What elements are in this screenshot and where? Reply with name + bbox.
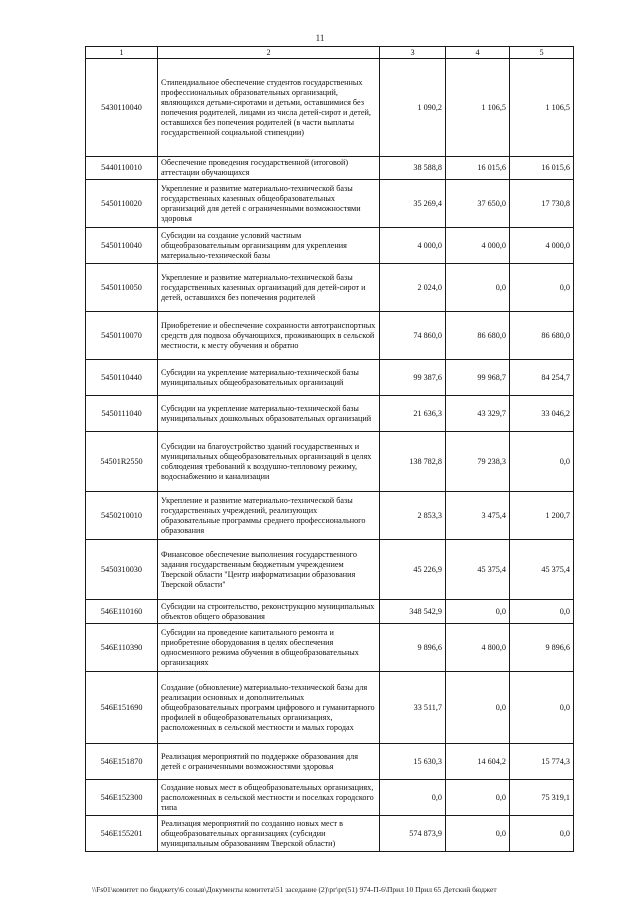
row-code: 5450110070 <box>86 312 158 360</box>
row-value-col5: 0,0 <box>510 264 574 312</box>
table-row <box>86 672 574 744</box>
column-header: 1 <box>86 47 158 59</box>
row-value-col5: 84 254,7 <box>510 360 574 396</box>
row-value-col5: 1 200,7 <box>510 492 574 540</box>
table-row <box>86 59 574 157</box>
row-value-col5: 86 680,0 <box>510 312 574 360</box>
table-body <box>86 59 574 852</box>
row-code: 5430110040 <box>86 59 158 157</box>
row-name: Субсидии на строительство, реконструкцию муниципальных объектов общего образования <box>158 600 380 624</box>
row-code: 5450110040 <box>86 228 158 264</box>
row-value-col5: 45 375,4 <box>510 540 574 600</box>
table-row <box>86 228 574 264</box>
row-value-col4: 0,0 <box>446 672 510 744</box>
row-value-col5: 0,0 <box>510 432 574 492</box>
row-name: Субсидии на благоустройство зданий государственных и муниципальных общеобразовательных организаций в целях соблюдения требований к воздушно-тепловому режиму, водоснабжению и канализации <box>158 432 380 492</box>
row-value-col3: 138 782,8 <box>380 432 446 492</box>
row-value-col3: 38 588,8 <box>380 157 446 180</box>
table-row <box>86 624 574 672</box>
row-value-col3: 1 090,2 <box>380 59 446 157</box>
row-value-col4: 14 604,2 <box>446 744 510 780</box>
row-value-col3: 33 511,7 <box>380 672 446 744</box>
row-value-col5: 4 000,0 <box>510 228 574 264</box>
page-number: 11 <box>315 33 325 43</box>
row-code: 546E151690 <box>86 672 158 744</box>
table-row <box>86 312 574 360</box>
row-name: Укрепление и развитие материально-технической базы государственных казенных организаций для детей-сирот и детей, оставшихся без попечения родителей <box>158 264 380 312</box>
row-value-col5: 0,0 <box>510 816 574 852</box>
row-value-col4: 43 329,7 <box>446 396 510 432</box>
row-name: Укрепление и развитие материально-технической базы государственных учреждений, реализующих образовательные программы среднего профессионального образования <box>158 492 380 540</box>
row-code: 5440110010 <box>86 157 158 180</box>
row-name: Укрепление и развитие материально-технической базы государственных казенных общеобразовательных организаций для детей с ограниченными возможностями здоровья <box>158 180 380 228</box>
row-code: 5450110440 <box>86 360 158 396</box>
table-row <box>86 744 574 780</box>
row-name: Создание (обновление) материально-технической базы для реализации основных и дополнительных общеобразовательных программ цифрового и гуманитарного профилей в общеобразовательных организациях, расположенных в сельской местности и малых городах <box>158 672 380 744</box>
row-name: Приобретение и обеспечение сохранности автотранспортных средств для подвоза обучающихся, проживающих в сельской местности, к месту обучения и обратно <box>158 312 380 360</box>
row-value-col5: 17 730,8 <box>510 180 574 228</box>
row-code: 546E110160 <box>86 600 158 624</box>
row-value-col3: 348 542,9 <box>380 600 446 624</box>
row-code: 546E151870 <box>86 744 158 780</box>
row-value-col4: 37 650,0 <box>446 180 510 228</box>
row-value-col3: 0,0 <box>380 780 446 816</box>
row-name: Финансовое обеспечение выполнения государственного задания государственным бюджетным учреждением Тверской области "Центр информатизации образования Тверской области" <box>158 540 380 600</box>
file-path-footer: \\Fs01\комитет по бюджету\6 созыв\Документы комитета\51 заседание (2)\рг\рг(51) 974-П-6\Прил 10 Прил 65 Детский бюджет <box>92 885 497 894</box>
row-value-col5: 0,0 <box>510 672 574 744</box>
row-value-col5: 33 046,2 <box>510 396 574 432</box>
table-row <box>86 540 574 600</box>
column-header: 2 <box>158 47 380 59</box>
row-value-col4: 0,0 <box>446 264 510 312</box>
row-value-col4: 16 015,6 <box>446 157 510 180</box>
row-value-col4: 0,0 <box>446 816 510 852</box>
table-row <box>86 816 574 852</box>
table-row <box>86 432 574 492</box>
row-code: 546E110390 <box>86 624 158 672</box>
row-value-col3: 15 630,3 <box>380 744 446 780</box>
table-row <box>86 180 574 228</box>
row-code: 5450210010 <box>86 492 158 540</box>
row-code: 5450110050 <box>86 264 158 312</box>
table-header-row <box>86 47 574 59</box>
row-value-col3: 45 226,9 <box>380 540 446 600</box>
row-name: Обеспечение проведения государственной (итоговой) аттестации обучающихся <box>158 157 380 180</box>
row-value-col3: 2 024,0 <box>380 264 446 312</box>
table-row <box>86 360 574 396</box>
row-value-col4: 0,0 <box>446 780 510 816</box>
row-name: Стипендиальное обеспечение студентов государственных профессиональных образовательных организаций, являющихся детьми-сиротами и детьми, оставшимися без попечения родителей, лицами из числа детей-сирот и детей, оставшихся без попечения родителей (в части выплаты государственной социальной стипендии) <box>158 59 380 157</box>
row-code: 546E155201 <box>86 816 158 852</box>
row-code: 5450111040 <box>86 396 158 432</box>
table-row <box>86 157 574 180</box>
row-value-col4: 79 238,3 <box>446 432 510 492</box>
row-name: Создание новых мест в общеобразовательных организациях, расположенных в сельской местности и поселках городского типа <box>158 780 380 816</box>
row-name: Субсидии на укрепление материально-технической базы муниципальных дошкольных образовательных организаций <box>158 396 380 432</box>
row-value-col5: 16 015,6 <box>510 157 574 180</box>
table-row <box>86 492 574 540</box>
row-name: Субсидии на проведение капитального ремонта и приобретение оборудования в целях обеспечения односменного режима обучения в общеобразовательных организациях <box>158 624 380 672</box>
row-code: 54501R2550 <box>86 432 158 492</box>
row-value-col3: 9 896,6 <box>380 624 446 672</box>
row-code: 5450110020 <box>86 180 158 228</box>
row-value-col4: 1 106,5 <box>446 59 510 157</box>
column-header: 3 <box>380 47 446 59</box>
row-value-col4: 45 375,4 <box>446 540 510 600</box>
row-value-col5: 15 774,3 <box>510 744 574 780</box>
row-value-col5: 1 106,5 <box>510 59 574 157</box>
row-name: Субсидии на создание условий частным общеобразовательным организациям для укрепления материально-технической базы <box>158 228 380 264</box>
column-header: 5 <box>510 47 574 59</box>
table-row <box>86 780 574 816</box>
row-value-col5: 0,0 <box>510 600 574 624</box>
table-row <box>86 600 574 624</box>
row-value-col3: 35 269,4 <box>380 180 446 228</box>
column-header: 4 <box>446 47 510 59</box>
row-value-col4: 99 968,7 <box>446 360 510 396</box>
row-code: 546E152300 <box>86 780 158 816</box>
table-row <box>86 264 574 312</box>
row-name: Субсидии на укрепление материально-технической базы муниципальных общеобразовательных организаций <box>158 360 380 396</box>
table-row <box>86 396 574 432</box>
row-value-col4: 0,0 <box>446 600 510 624</box>
row-code: 5450310030 <box>86 540 158 600</box>
row-value-col5: 9 896,6 <box>510 624 574 672</box>
row-value-col3: 2 853,3 <box>380 492 446 540</box>
row-value-col3: 574 873,9 <box>380 816 446 852</box>
row-value-col5: 75 319,1 <box>510 780 574 816</box>
row-value-col4: 3 475,4 <box>446 492 510 540</box>
budget-table <box>85 46 574 852</box>
row-name: Реализация мероприятий по созданию новых мест в общеобразовательных организациях (субсидии муниципальным образованиям Тверской области) <box>158 816 380 852</box>
row-value-col4: 4 800,0 <box>446 624 510 672</box>
row-value-col4: 4 000,0 <box>446 228 510 264</box>
row-value-col4: 86 680,0 <box>446 312 510 360</box>
row-name: Реализация мероприятий по поддержке образования для детей с ограниченными возможностями здоровья <box>158 744 380 780</box>
row-value-col3: 21 636,3 <box>380 396 446 432</box>
row-value-col3: 4 000,0 <box>380 228 446 264</box>
row-value-col3: 74 860,0 <box>380 312 446 360</box>
row-value-col3: 99 387,6 <box>380 360 446 396</box>
